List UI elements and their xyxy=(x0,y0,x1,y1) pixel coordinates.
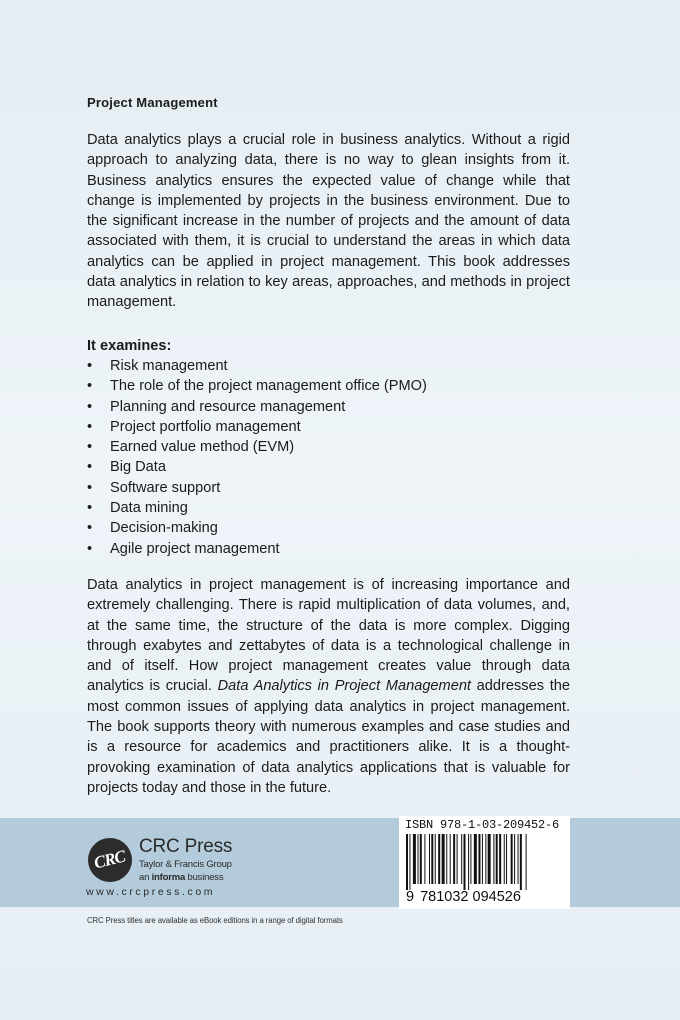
barcode-bar xyxy=(470,834,471,884)
barcode-bar xyxy=(468,834,469,890)
summary-end: addresses the most common issues of applying data analytics in project management. The book supports theory with numerous examples and case studies and is a resource for academics and practitioners alike. It is a thought-provoking examination of data analytics applications that is valuable for projects today and those in the future. xyxy=(87,678,570,796)
digit-group-2: 094526 xyxy=(472,889,521,905)
barcode-bar xyxy=(457,834,458,884)
barcode-bar xyxy=(461,834,462,884)
barcode-icon xyxy=(402,834,568,890)
barcode-bar xyxy=(485,834,486,884)
barcode-bar xyxy=(438,834,440,884)
barcode-bar xyxy=(464,834,466,890)
topic-item: • Project portfolio management xyxy=(87,417,570,437)
topic-list xyxy=(87,356,570,559)
ebook-footnote: CRC Press titles are available as eBook editions in a range of digital formats xyxy=(87,916,343,925)
publisher-name: CRC Press xyxy=(139,836,233,857)
barcode-bar xyxy=(409,834,410,890)
barcode-bar xyxy=(418,834,419,884)
book-title: Data Analytics in Project Management xyxy=(217,678,471,695)
barcode-bar xyxy=(493,834,494,884)
barcode-bar xyxy=(406,834,408,890)
barcode-digits xyxy=(406,889,521,905)
barcode-bar xyxy=(446,834,447,884)
tag-prefix: an xyxy=(139,872,152,883)
topic-item: • Software support xyxy=(87,478,570,498)
tag-bold: informa xyxy=(151,872,186,883)
barcode-bar xyxy=(514,834,515,884)
barcode-bar xyxy=(413,834,416,884)
barcode-bar xyxy=(429,834,430,884)
barcode-bar xyxy=(431,834,433,884)
barcode-bar xyxy=(482,834,483,884)
summary-start: Data analytics in project management is of increasing importance and extremely challenging. There is rapid multiplication of data volumes, and, at the same time, the structure of the data is more complex. Digging through exabytes and zettabytes of data is a technological challenge in and of itself. How project management creates value through data analytics is crucial. xyxy=(87,576,570,695)
barcode-bar xyxy=(478,834,480,884)
topic-item: • Earned value method (EVM) xyxy=(87,437,570,457)
publisher-tagline xyxy=(139,872,223,883)
barcode-bar xyxy=(496,834,498,884)
barcode-bar xyxy=(435,834,436,884)
topic-item: • Risk management xyxy=(87,356,570,376)
intro-paragraph: Data analytics plays a crucial role in business analytics. Without a rigid approach to analyzing data, there is no way to glean insights from it. Business analytics ensures the expected value of change while that change is implemented by projects in the business environment. Due to the significant increase in the number of projects and the amount of data associated with them, it is crucial to understand the areas in which data analytics can be applied in project management. This book addresses data analytics in relation to key areas, approaches, and methods in project management. xyxy=(87,132,570,311)
barcode-bar xyxy=(453,834,455,884)
barcode-bar xyxy=(511,834,513,884)
publisher-group: Taylor & Francis Group xyxy=(139,859,232,870)
topic-item: • Decision-making xyxy=(87,518,570,538)
back-cover-text xyxy=(87,130,570,798)
barcode-bar xyxy=(450,834,451,884)
barcode-bar xyxy=(474,834,477,884)
topic-item: • Data mining xyxy=(87,498,570,518)
examines-heading: It examines: xyxy=(87,337,172,354)
barcode-bar xyxy=(442,834,445,884)
logo-text: CRC xyxy=(92,846,128,873)
barcode-bar xyxy=(504,834,505,884)
isbn-label: ISBN 978-1-03-209452-6 xyxy=(405,818,560,832)
topic-item: • Agile project management xyxy=(87,539,570,559)
crc-logo-icon xyxy=(88,838,132,882)
barcode-bar xyxy=(520,834,522,890)
category-label: Project Management xyxy=(87,95,218,110)
barcode-bar xyxy=(518,834,519,884)
barcode-bar xyxy=(526,834,527,890)
digit-group-1: 781032 xyxy=(420,889,469,905)
digit-lead: 9 xyxy=(406,889,415,905)
topic-item: • Planning and resource management xyxy=(87,397,570,417)
tag-suffix: business xyxy=(185,872,224,883)
barcode-bar xyxy=(499,834,501,884)
summary-paragraph xyxy=(87,575,570,798)
topic-item: • Big Data xyxy=(87,457,570,477)
barcode-bar xyxy=(506,834,507,884)
topic-item: • The role of the project management office (PMO) xyxy=(87,376,570,396)
barcode-bar xyxy=(488,834,491,884)
publisher-website: www.crcpress.com xyxy=(86,886,216,898)
barcode-bar xyxy=(424,834,425,884)
barcode-bar xyxy=(420,834,422,884)
